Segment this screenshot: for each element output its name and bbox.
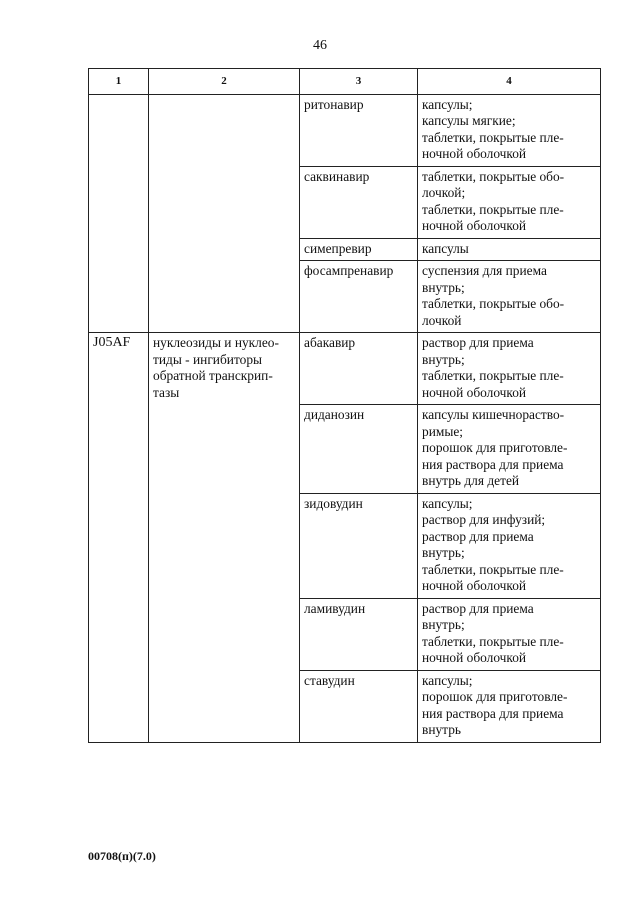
form-line: ночной оболочкой	[422, 218, 527, 233]
form-line: лочкой;	[422, 185, 466, 200]
drug-name: абакавир	[300, 333, 418, 405]
drug-name: зидовудин	[300, 493, 418, 598]
dosage-forms	[418, 166, 601, 238]
form-line: капсулы;	[422, 96, 473, 112]
header-row	[89, 69, 601, 95]
form-line: раствор для приема	[422, 335, 534, 350]
dosage-forms	[418, 261, 601, 333]
form-line: суспензия для приема	[422, 263, 547, 278]
drug-name: диданозин	[300, 405, 418, 494]
form-line: таблетки, покрытые пле-	[422, 633, 564, 649]
form-line: капсулы мягкие;	[422, 113, 516, 128]
form-line: капсулы;	[422, 672, 473, 688]
group-cell-empty	[149, 94, 300, 333]
form-line: таблетки, покрытые обо-	[422, 296, 565, 311]
form-line: таблетки, покрытые пле-	[422, 561, 564, 577]
group-name-line: тазы	[153, 384, 180, 400]
form-line: порошок для приготовле-	[422, 689, 568, 704]
group-name-line: обратной транскрип-	[153, 368, 273, 383]
form-line: капсулы	[422, 240, 469, 256]
dosage-forms	[418, 94, 601, 166]
dosage-forms	[418, 493, 601, 598]
drug-name: симепревир	[300, 238, 418, 261]
form-line: лочкой	[422, 312, 462, 328]
form-line: внутрь;	[422, 617, 465, 632]
table-row	[89, 333, 601, 405]
drug-name: ламивудин	[300, 598, 418, 670]
form-line: внутрь	[422, 722, 462, 737]
form-line: ния раствора для приема	[422, 705, 564, 721]
form-line: ночной оболочкой	[422, 650, 527, 665]
dosage-forms	[418, 670, 601, 742]
dosage-forms	[418, 405, 601, 494]
drug-table	[88, 68, 601, 743]
page-number: 46	[313, 38, 327, 53]
table-row	[89, 94, 601, 166]
form-line: внутрь;	[422, 279, 465, 295]
code-cell-empty	[89, 94, 149, 333]
form-line: внутрь;	[422, 545, 465, 560]
form-line: порошок для приготовле-	[422, 440, 568, 455]
drug-name: фосампренавир	[300, 261, 418, 333]
form-line: римые;	[422, 423, 463, 439]
group-name	[149, 333, 300, 743]
form-line: ния раствора для приема	[422, 456, 564, 472]
form-line: ночной оболочкой	[422, 146, 527, 161]
form-line: ночной оболочкой	[422, 384, 527, 400]
group-name-line: тиды - ингибиторы	[153, 351, 263, 367]
form-line: капсулы кишечнораство-	[422, 407, 565, 422]
form-line: таблетки, покрытые обо-	[422, 168, 565, 184]
form-line: раствор для инфузий;	[422, 512, 546, 527]
dosage-forms	[418, 333, 601, 405]
form-line: таблетки, покрытые пле-	[422, 368, 564, 383]
drug-name: ставудин	[300, 670, 418, 742]
form-line: раствор для приема	[422, 528, 534, 544]
form-line: таблетки, покрытые пле-	[422, 129, 564, 145]
column-header: 2	[149, 69, 300, 95]
column-header: 3	[300, 69, 418, 95]
dosage-forms	[418, 238, 601, 261]
column-header: 1	[89, 69, 149, 95]
atc-code: J05AF	[89, 333, 149, 743]
form-line: внутрь для детей	[422, 473, 520, 488]
form-line: раствор для приема	[422, 600, 534, 616]
dosage-forms	[418, 598, 601, 670]
form-line: внутрь;	[422, 351, 465, 367]
form-line: капсулы;	[422, 495, 473, 511]
column-header: 4	[418, 69, 601, 95]
form-line: ночной оболочкой	[422, 578, 527, 593]
drug-name: ритонавир	[300, 94, 418, 166]
drug-name: саквинавир	[300, 166, 418, 238]
form-line: таблетки, покрытые пле-	[422, 201, 564, 217]
group-name-line: нуклеозиды и нуклео-	[153, 335, 279, 350]
document-code: 00708(п)(7.0)	[88, 849, 156, 863]
